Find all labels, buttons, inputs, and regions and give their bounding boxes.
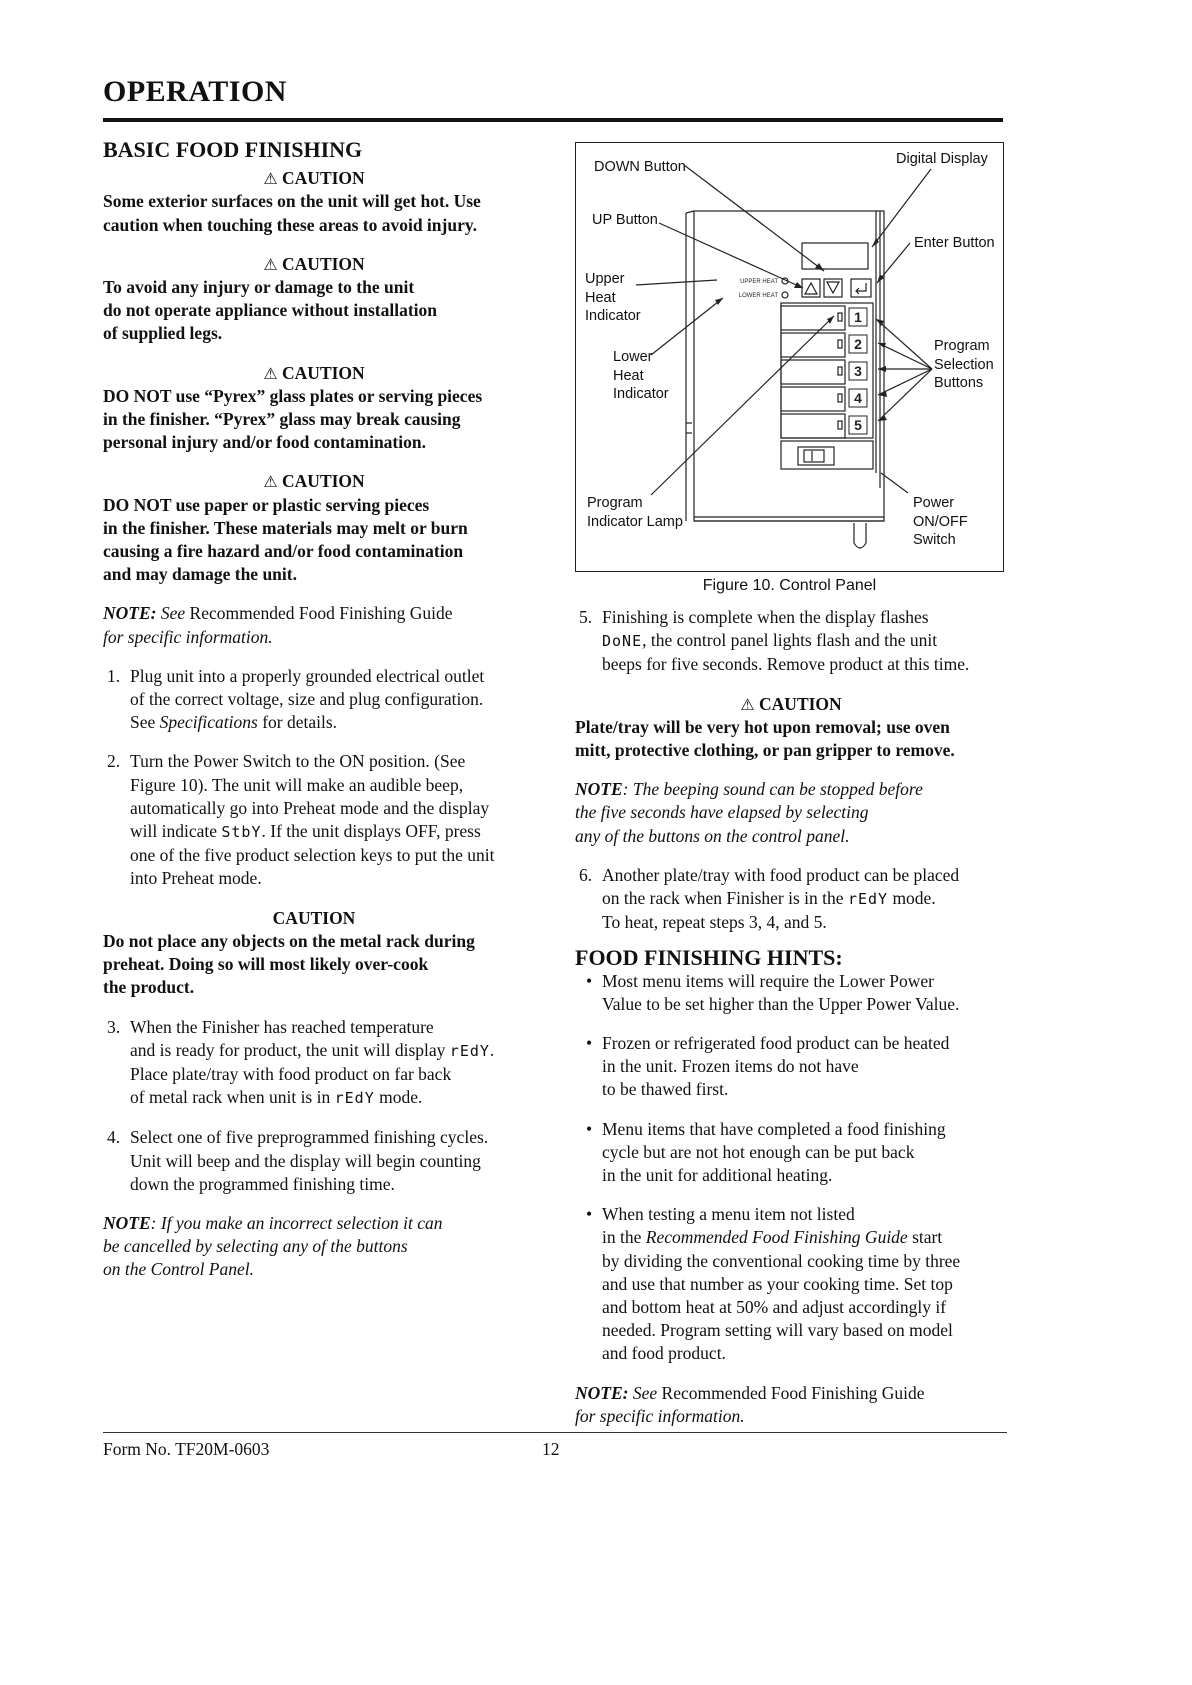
list-item: 2. Turn the Power Switch to the ON position. (See Figure 10). The unit will make an audible beep, automatically go into Preheat mode and the display will indicate StbY. If the unit displays OFF, press one of the five product selection keys to put the unit into Preheat mode. xyxy=(107,751,495,889)
warning-triangle-icon: ⚠ xyxy=(263,472,278,492)
warning-triangle-icon: ⚠ xyxy=(263,363,278,383)
program-indicator-lamp-label: Program Indicator Lamp xyxy=(587,495,683,530)
list-item: 6. Another plate/tray with food product can be placed on the rack when Finisher is in the rEdY mode. To heat, repeat steps 3, 4, and 5. xyxy=(579,864,960,933)
caution-heading: CAUTION xyxy=(282,168,365,189)
display-readout: rEdY xyxy=(847,890,889,909)
caution-heading: CAUTION xyxy=(282,362,365,383)
leg xyxy=(854,523,866,548)
display-readout: rEdY xyxy=(334,1089,375,1108)
hints-list xyxy=(575,970,1007,1366)
program-button-4: 4 xyxy=(854,390,862,406)
display-readout: DoNE xyxy=(602,632,643,651)
enter-button xyxy=(851,279,871,297)
caution-block xyxy=(103,167,525,237)
note: NOTE: The beeping sound can be stopped before the five seconds have elapsed by selecting any of the buttons on the control panel. xyxy=(575,779,923,846)
form-number: Form No. TF20M-0603 xyxy=(103,1439,270,1459)
control-panel-figure xyxy=(575,142,1004,572)
note: NOTE: See Recommended Food Finishing Guide for specific information. xyxy=(575,1382,925,1426)
display-readout: StbY xyxy=(221,823,262,842)
power-switch-label: Power ON/OFF Switch xyxy=(913,495,968,548)
caution-text: DO NOT use “Pyrex” glass plates or serving pieces in the finisher. “Pyrex” glass may break causing personal injury and/or food contamination. xyxy=(103,385,483,453)
page-title: OPERATION xyxy=(103,75,287,108)
list-item: 5. Finishing is complete when the display flashes DoNE, the control panel lights flash and the unit beeps for five seconds. Remove product at this time. xyxy=(579,607,970,675)
caution-heading: CAUTION xyxy=(759,693,842,714)
list-item: • When testing a menu item not listed in the Recommended Food Finishing Guide start by dividing the conventional cooking time by three and use that number as your cooking time. Set top and bottom heat at 50% and adjust accordingly if needed. Program setting will vary based on model and food product. xyxy=(586,1204,961,1364)
warning-triangle-icon: ⚠ xyxy=(263,169,278,189)
list-item: 1. Plug unit into a properly grounded electrical outlet of the correct voltage, size and plug configuration. See Specifications for details. xyxy=(107,665,485,733)
caution-text: DO NOT use paper or plastic serving pieces in the finisher. These materials may melt or burn causing a fire hazard and/or food contamination and may damage the unit. xyxy=(103,494,468,585)
warning-triangle-icon: ⚠ xyxy=(263,254,278,274)
program-button-1: 1 xyxy=(854,309,862,325)
section-title: BASIC FOOD FINISHING xyxy=(103,137,363,162)
upper-heat-indicator-label: Upper Heat Indicator xyxy=(585,271,641,324)
digital-display xyxy=(802,243,868,269)
caution-block xyxy=(575,693,1007,763)
program-button-2: 2 xyxy=(854,336,862,352)
footer-divider xyxy=(103,1432,1007,1433)
list-item: • Menu items that have completed a food finishing cycle but are not hot enough can be put back in the unit for additional heating. xyxy=(586,1118,946,1186)
caution-heading: CAUTION xyxy=(272,907,356,928)
program-button-3: 3 xyxy=(854,363,862,379)
steps-list xyxy=(103,1016,525,1196)
display-readout: rEdY xyxy=(449,1041,490,1060)
title-divider xyxy=(103,118,1003,122)
up-button-label: UP Button xyxy=(592,212,658,228)
note: NOTE: If you make an incorrect selection it can be cancelled by selecting any of the buttons on the Control Panel. xyxy=(103,1212,443,1280)
lower-heat-label: LOWER HEAT xyxy=(738,293,778,299)
list-item: • Most menu items will require the Lower Power Value to be set higher than the Upper Power Value. xyxy=(586,970,960,1014)
caution-text: Some exterior surfaces on the unit will get hot. Use caution when touching these areas to avoid injury. xyxy=(103,191,481,235)
caution-block xyxy=(103,253,525,346)
caution-heading: CAUTION xyxy=(282,471,365,492)
figure-caption: Figure 10. Control Panel xyxy=(702,577,877,594)
lower-heat-indicator-label: Lower Heat Indicator xyxy=(613,349,669,402)
steps-list xyxy=(575,606,1007,677)
lower-heat-indicator xyxy=(782,292,788,298)
caution-block xyxy=(103,907,525,1000)
page-number: 12 xyxy=(542,1439,560,1459)
caution-text: Do not place any objects on the metal rack during preheat. Doing so will most likely over-cook the product. xyxy=(103,930,475,998)
list-item: 4. Select one of five preprogrammed finishing cycles. Unit will beep and the display will begin counting down the programmed finishing time. xyxy=(107,1127,489,1194)
list-item: 3. When the Finisher has reached temperature and is ready for product, the unit will display rEdY. Place plate/tray with food product on far back of metal rack when unit is in rEdY mode. xyxy=(107,1016,495,1108)
digital-display-label: Digital Display xyxy=(896,151,988,167)
caution-text: Plate/tray will be very hot upon removal; use oven mitt, protective clothing, or pan gripper to remove. xyxy=(575,716,955,761)
right-column xyxy=(575,600,1007,1428)
caution-text: To avoid any injury or damage to the unit do not operate appliance without installation of supplied legs. xyxy=(103,277,437,344)
upper-heat-label: UPPER HEAT xyxy=(740,279,778,285)
down-button-label: DOWN Button xyxy=(594,159,686,175)
hints-title: FOOD FINISHING HINTS: xyxy=(575,945,843,971)
warning-triangle-icon: ⚠ xyxy=(740,694,755,714)
steps-list xyxy=(103,665,525,891)
note: NOTE: See Recommended Food Finishing Guide for specific information. xyxy=(103,603,453,647)
left-column xyxy=(103,132,525,1282)
steps-list xyxy=(575,864,1007,935)
list-item: • Frozen or refrigerated food product can be heated in the unit. Frozen items do not have to be thawed first. xyxy=(586,1033,950,1100)
caution-block xyxy=(103,470,525,586)
caution-heading: CAUTION xyxy=(282,253,365,274)
caution-block xyxy=(103,362,525,455)
program-button-5: 5 xyxy=(854,417,862,433)
enter-button-label: Enter Button xyxy=(914,235,995,251)
program-selection-buttons-label: Program Selection Buttons xyxy=(934,338,994,391)
